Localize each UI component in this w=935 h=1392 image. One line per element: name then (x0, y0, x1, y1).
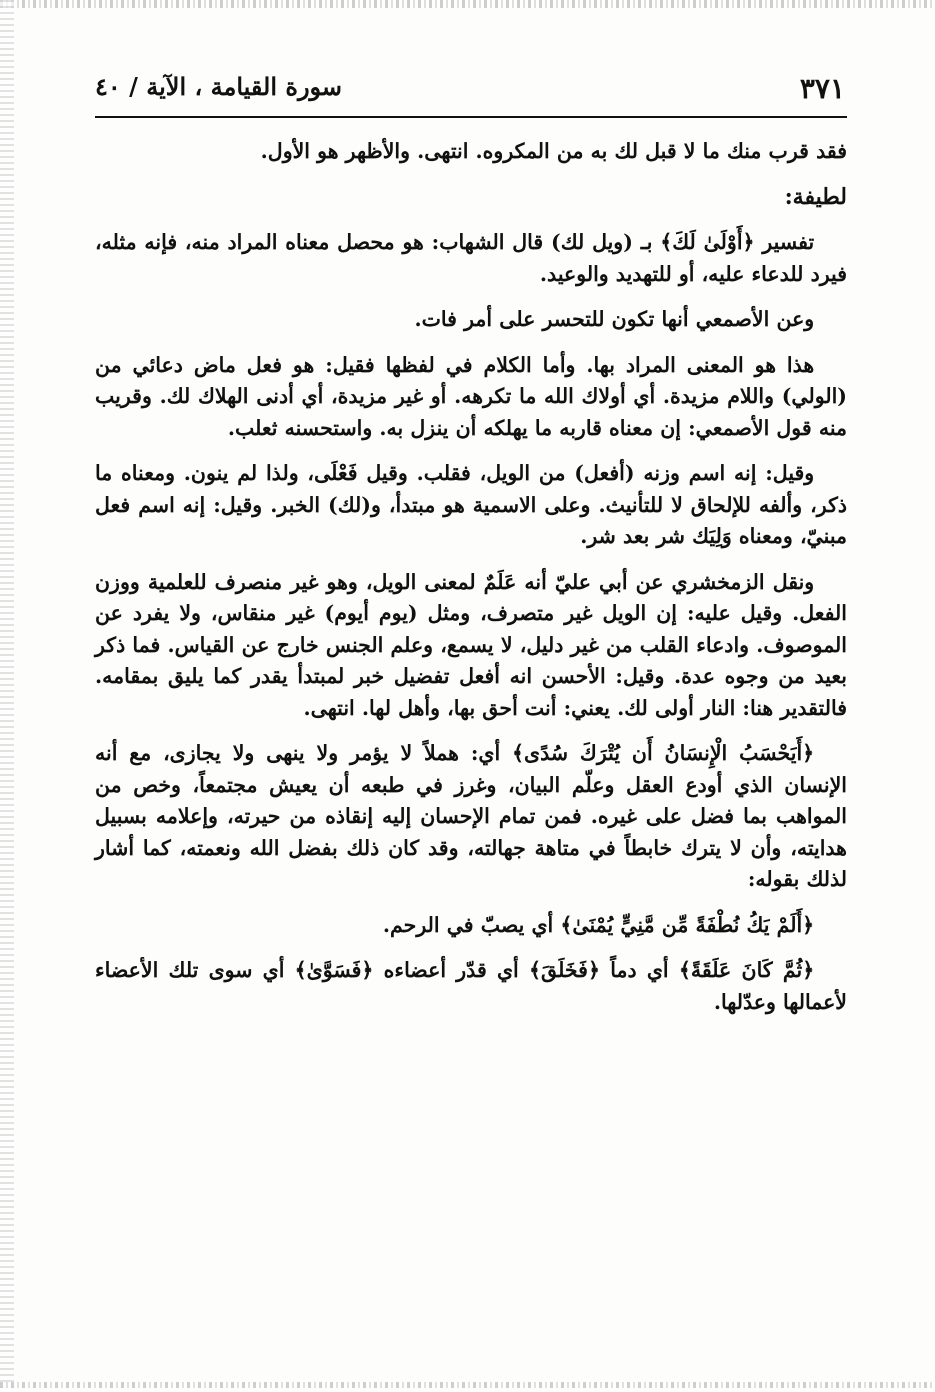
paragraph: ونقل الزمخشري عن أبي عليّ أنه عَلَمٌ لمعنى الويل، وهو غير منصرف للعلمية ووزن الفعل. وقيل عليه: إن الويل غير متصرف، ومثل (يوم أيوم) غير منقاس، ولا يفرد عن الموصوف. وادعاء القلب من غير دليل، لا يسمع، وعلم الجنس خارج عن القياس. فما ذكر بعيد من وجوه عدة. وقيل: الأحسن انه أفعل تفضيل خبر لمبتدأ يقدر كما يليق بمقامه. فالتقدير هنا: النار أولى لك. يعني: أنت أحق بها، وأهل لها. انتهى. (95, 569, 847, 720)
page-header (95, 66, 845, 112)
page-number: ٣٧١ (799, 72, 845, 105)
paragraph: وقيل: إنه اسم وزنه (أفعل) من الويل، فقلب. وقيل فَعْلَى، ولذا لم ينون. ومعناه ما ذكر، وألفه للإلحاق لا للتأنيث. وعلى الاسمية هو مبتدأ، و(لك) الخبر. وقيل: إنه اسم فعل مبنيّ، ومعناه وَلِيَك شر بعد شر. (95, 461, 847, 548)
running-title: سورة القيامة ، الآية / ٤٠ (95, 72, 343, 101)
page-body (95, 136, 847, 1032)
verse-commentary: ﴿ثُمَّ كَانَ عَلَقَةً﴾ أي دماً ﴿فَخَلَقَ﴾ أي قدّر أعضاءه ﴿فَسَوَّىٰ﴾ أي سوى تلك الأعضاء لأعمالها وعدّلها. (95, 958, 847, 1014)
decorative-border-left (0, 0, 14, 1392)
paragraph: هذا هو المعنى المراد بها. وأما الكلام في لفظها فقيل: هو فعل ماض دعائي من (الولي) واللام مزيدة. أي أولاك الله ما تكرهه. أو غير مزيدة، أي أدنى الهلاك لك. وقريب منه قول الأصمعي: إن معناه قاربه ما يهلكه أن ينزل به. واستحسنه ثعلب. (95, 352, 847, 440)
decorative-border-top (0, 0, 935, 8)
subheading-latifa: لطيفة: (784, 183, 847, 210)
paragraph: تفسير ﴿أَوْلَىٰ لَكَ﴾ بـ (ويل لك) قال الشهاب: هو محصل معناه المراد منه، فإنه مثله، فيرد للدعاء عليه، أو للتهديد والوعيد. (95, 230, 847, 286)
verse-commentary: ﴿أَيَحْسَبُ الْإِنسَانُ أَن يُتْرَكَ سُدًى﴾ أي: هملاً لا يؤمر ولا ينهى ولا يجازى، مع أنه الإنسان الذي أودع العقل وعلّم البيان، وغرز في طبعه أن يعيش مجتمعاً، وخص من المواهب بما فضل على غيره. فمن تمام الإحسان إليه إنقاذه من حيرته، وإعلامه بسبيل هدايته، وأن لا يترك خابطاً في متاهة جهالته، وقد كان ذلك بفضل الله ونعمته، كما أشار لذلك بقوله: (95, 741, 847, 891)
header-divider (95, 116, 847, 118)
verse-commentary: ﴿أَلَمْ يَكُ نُطْفَةً مِّن مَّنِيٍّ يُمْنَىٰ﴾ أي يصبّ في الرحم. (382, 912, 815, 937)
paragraph: وعن الأصمعي أنها تكون للتحسر على أمر فات. (414, 307, 815, 331)
paragraph-continuation: فقد قرب منك ما لا قبل لك به من المكروه. انتهى. والأظهر هو الأول. (260, 139, 847, 163)
decorative-border-bottom (0, 1382, 935, 1388)
